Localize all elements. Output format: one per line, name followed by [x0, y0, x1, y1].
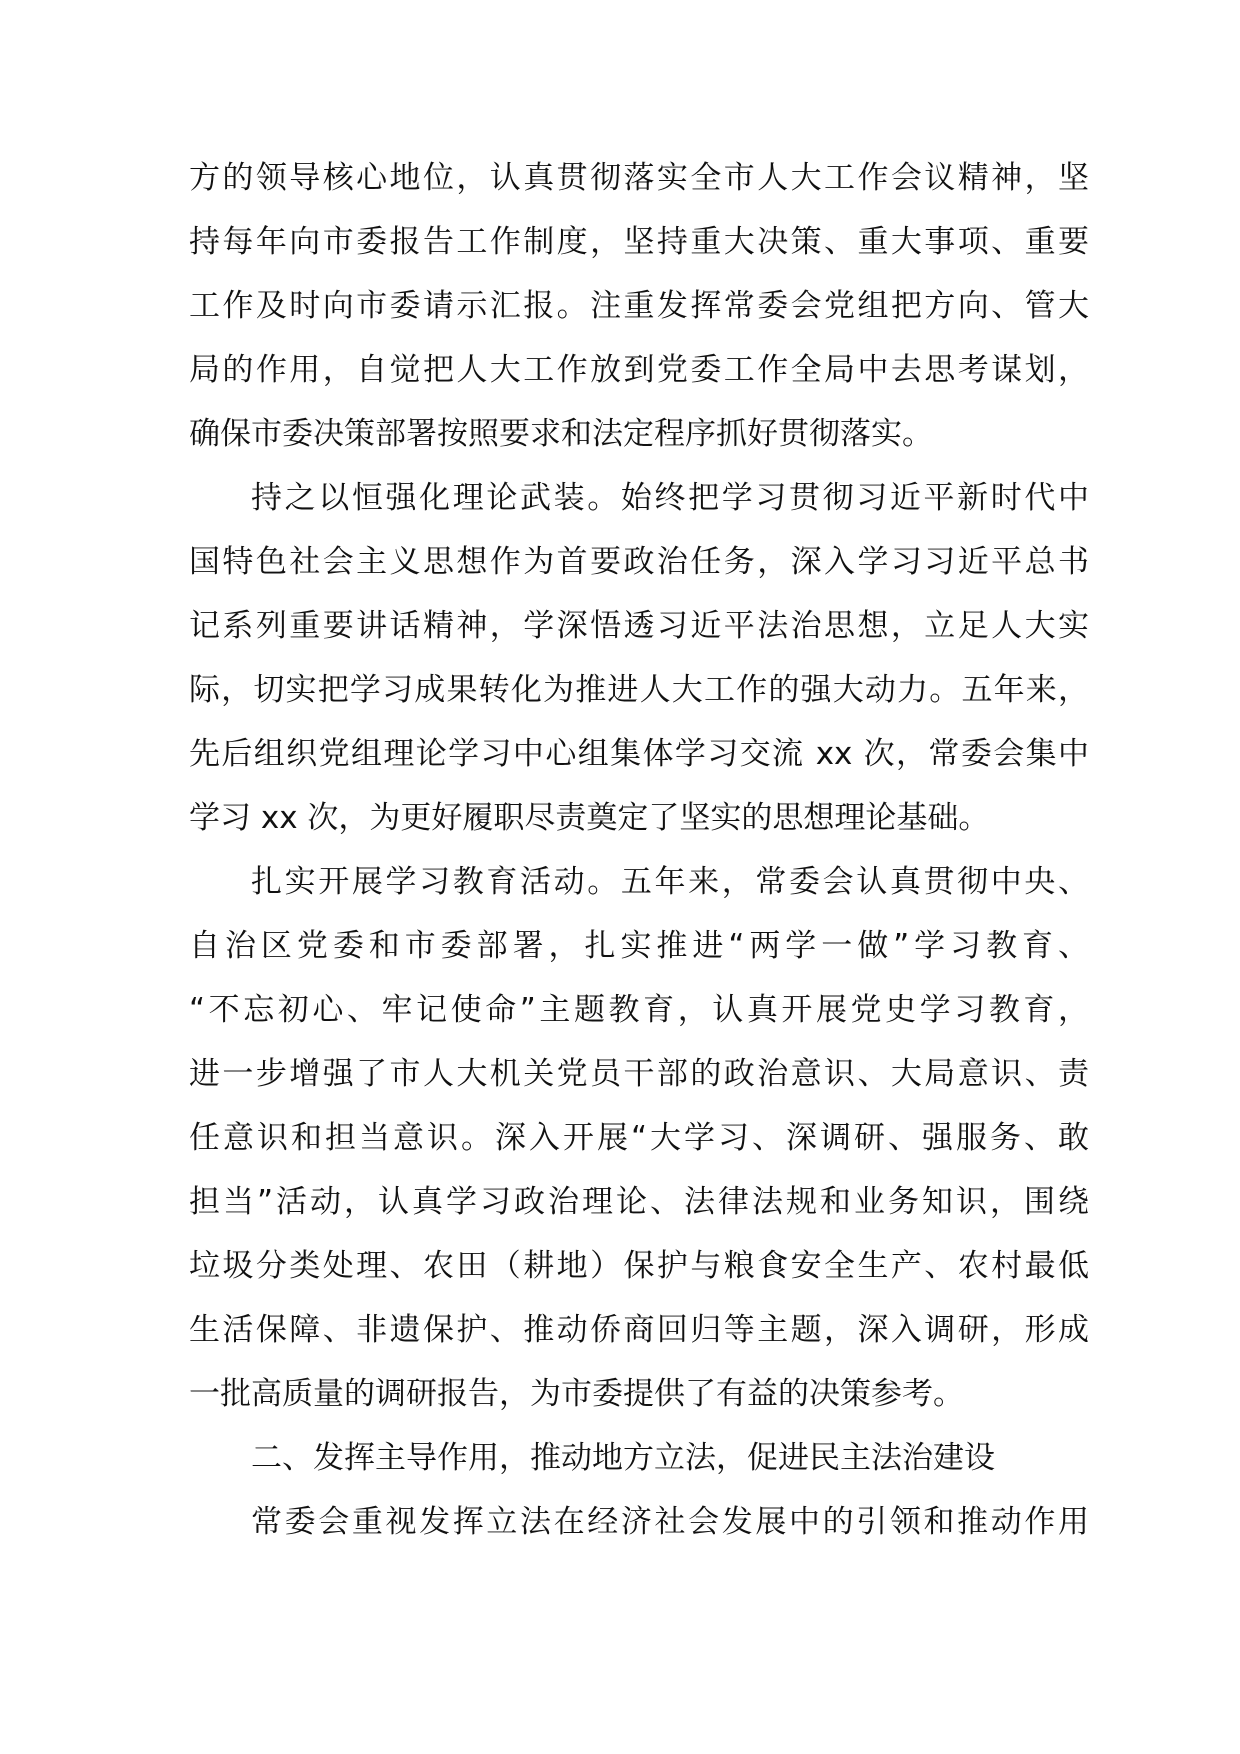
paragraph-first-line: 常委会重视发挥立法在经济社会发展中的引领和推动作用 — [251, 1504, 1089, 1540]
text-line: 际，切实把学习成果转化为推进人大工作的强大动力。五年来， — [189, 672, 1089, 708]
paragraph-first-line: 持之以恒强化理论武装。始终把学习贯彻习近平新时代中 — [251, 480, 1089, 516]
text-line: 进一步增强了市人大机关党员干部的政治意识、大局意识、责 — [189, 1056, 1089, 1092]
text-line: 学习 xx 次，为更好履职尽责奠定了坚实的思想理论基础。 — [189, 800, 990, 836]
text-line: 方的领导核心地位，认真贯彻落实全市人大工作会议精神，坚 — [189, 160, 1089, 196]
text-line: 持每年向市委报告工作制度，坚持重大决策、重大事项、重要 — [189, 224, 1089, 260]
text-line: 自治区党委和市委部署，扎实推进“两学一做”学习教育、 — [189, 928, 1089, 964]
text-line: 垃圾分类处理、农田（耕地）保护与粮食安全生产、农村最低 — [189, 1248, 1089, 1284]
section-heading: 二、发挥主导作用，推动地方立法，促进民主法治建设 — [251, 1440, 995, 1476]
text-line: 确保市委决策部署按照要求和法定程序抓好贯彻落实。 — [189, 416, 933, 452]
text-line: 先后组织党组理论学习中心组集体学习交流 xx 次，常委会集中 — [189, 736, 1089, 772]
text-line: 局的作用，自觉把人大工作放到党委工作全局中去思考谋划， — [189, 352, 1089, 388]
text-line: 担当”活动，认真学习政治理论、法律法规和业务知识，围绕 — [189, 1184, 1089, 1220]
text-line: 任意识和担当意识。深入开展“大学习、深调研、强服务、敢 — [189, 1120, 1089, 1156]
text-line: 国特色社会主义思想作为首要政治任务，深入学习习近平总书 — [189, 544, 1089, 580]
text-line: “不忘初心、牢记使命”主题教育，认真开展党史学习教育， — [189, 992, 1089, 1028]
text-line: 一批高质量的调研报告，为市委提供了有益的决策参考。 — [189, 1376, 964, 1412]
text-line: 工作及时向市委请示汇报。注重发挥常委会党组把方向、管大 — [189, 288, 1089, 324]
paragraph-first-line: 扎实开展学习教育活动。五年来，常委会认真贯彻中央、 — [251, 864, 1089, 900]
text-line: 生活保障、非遗保护、推动侨商回归等主题，深入调研，形成 — [189, 1312, 1089, 1348]
text-line: 记系列重要讲话精神，学深悟透习近平法治思想，立足人大实 — [189, 608, 1089, 644]
